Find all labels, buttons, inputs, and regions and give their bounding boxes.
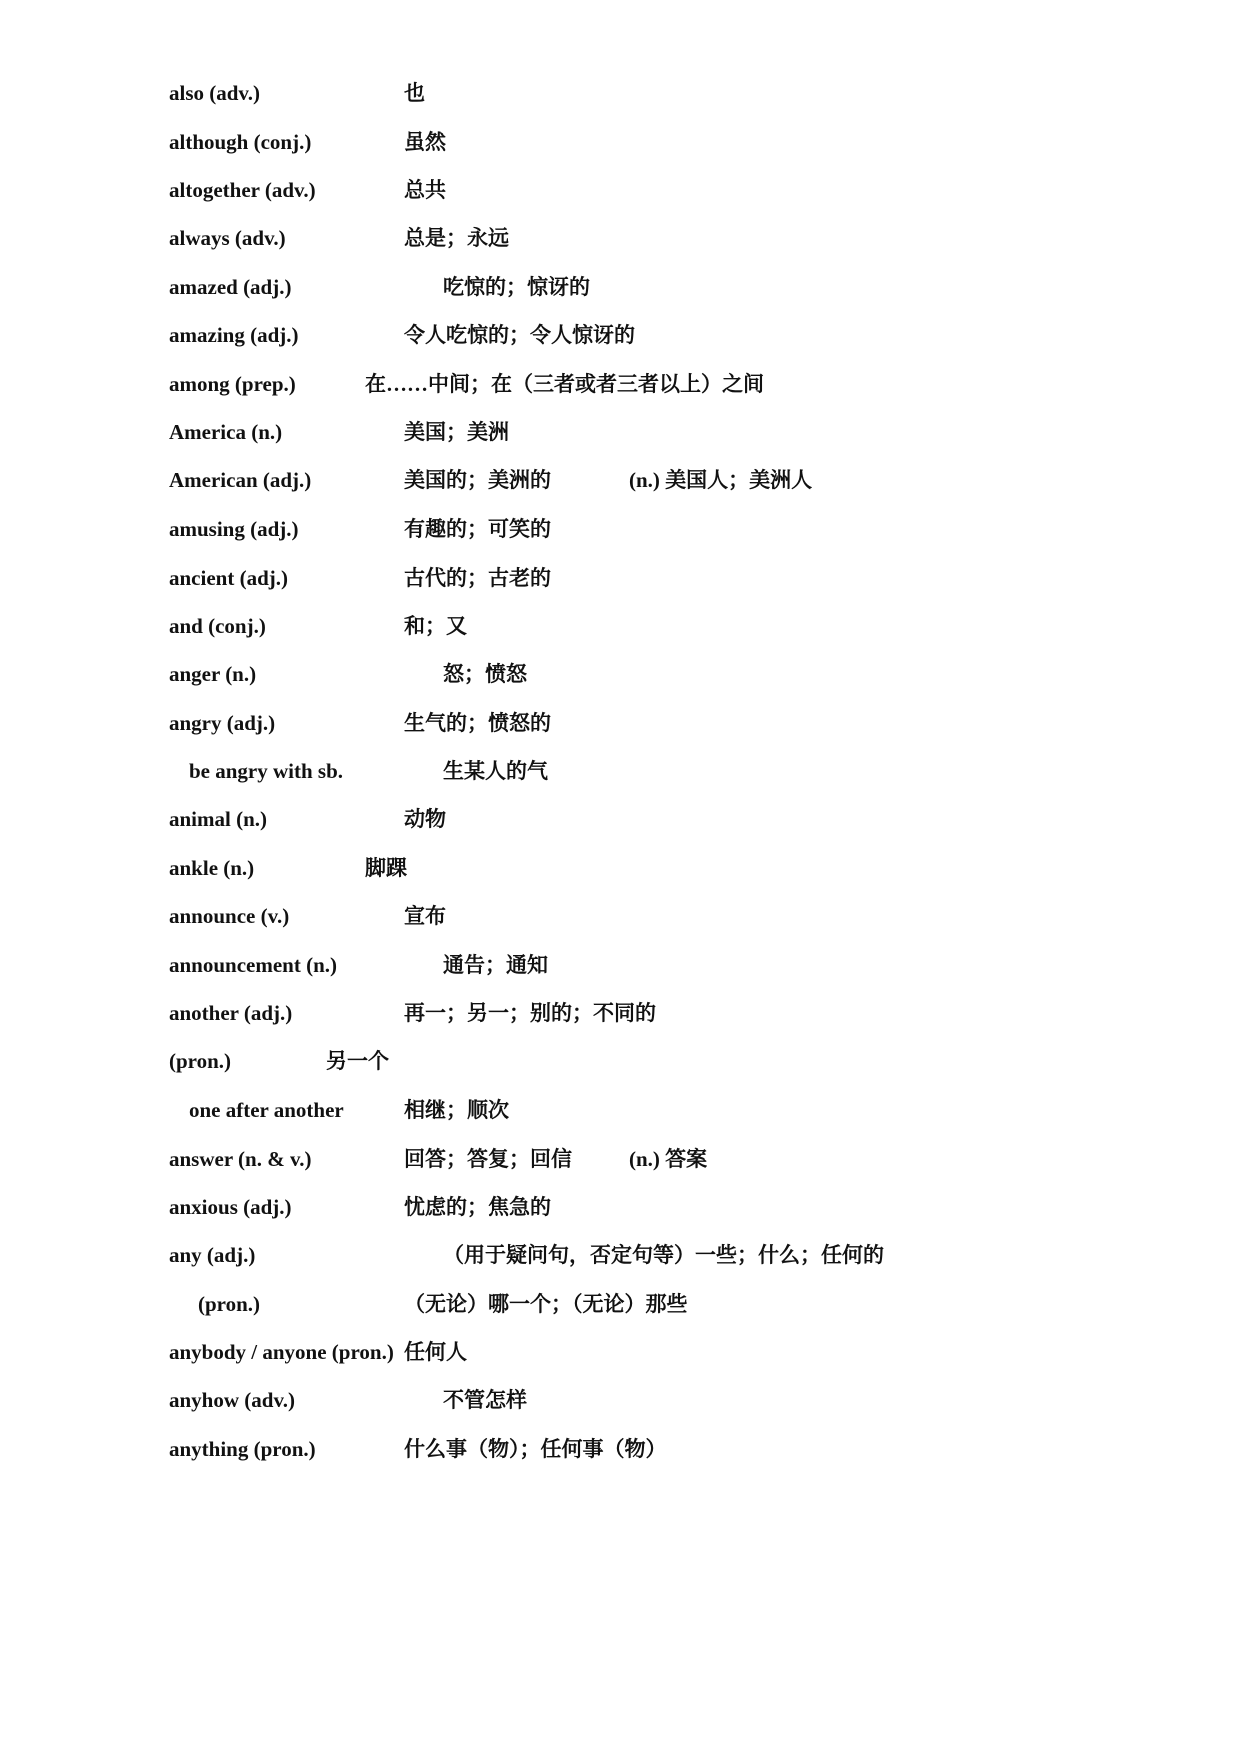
entry-term: amazed (adj.): [169, 275, 292, 299]
entry-definition: 通告；通知: [443, 953, 548, 977]
entry-term: (pron.): [169, 1049, 232, 1073]
entry-term: ankle (n.): [169, 856, 255, 880]
entry-definition: （用于疑问句，否定句等）一些；什么；任何的: [443, 1243, 884, 1267]
entry-term: anything (pron.): [169, 1437, 316, 1461]
entry-definition: 在……中间；在（三者或者三者以上）之间: [365, 372, 764, 396]
entry-alt-definition: (n.) 答案: [629, 1147, 708, 1171]
entry-definition: 脚踝: [365, 856, 407, 880]
entry-alt-definition: (n.) 美国人；美洲人: [629, 468, 813, 492]
entry-term: amusing (adj.): [169, 517, 299, 541]
entry-definition: 相继；顺次: [404, 1098, 509, 1122]
entry-term: and (conj.): [169, 614, 266, 638]
entry-definition: 总共: [404, 178, 446, 202]
entry-term: any (adj.): [169, 1243, 256, 1267]
entry-term: altogether (adv.): [169, 178, 316, 202]
entry-term: anxious (adj.): [169, 1195, 292, 1219]
entry-definition: 生气的；愤怒的: [404, 711, 551, 735]
entry-term: anybody / anyone (pron.): [169, 1340, 394, 1364]
entry-definition: 怒；愤怒: [443, 662, 527, 686]
entry-term: always (adv.): [169, 226, 286, 250]
entry-definition: 不管怎样: [443, 1388, 527, 1412]
entry-term: animal (n.): [169, 807, 268, 831]
entry-definition: 忧虑的；焦急的: [404, 1195, 551, 1219]
entry-definition: 生某人的气: [443, 759, 548, 783]
entry-definition: 美国；美洲: [404, 420, 509, 444]
entry-term: American (adj.): [169, 468, 312, 492]
entry-term: (pron.): [198, 1292, 261, 1316]
entry-term: anyhow (adv.): [169, 1388, 296, 1412]
entry-definition: 另一个: [326, 1049, 389, 1073]
entry-term: announce (v.): [169, 904, 290, 928]
entry-term: anger (n.): [169, 662, 257, 686]
entry-term: also (adv.): [169, 81, 261, 105]
entry-definition: 吃惊的；惊讶的: [443, 275, 590, 299]
entry-definition: 宣布: [404, 904, 446, 928]
entry-term: although (conj.): [169, 130, 312, 154]
entry-definition: 再一；另一；别的；不同的: [404, 1001, 656, 1025]
entry-term: among (prep.): [169, 372, 296, 396]
entry-term: ancient (adj.): [169, 566, 288, 590]
entry-definition: 也: [404, 81, 425, 105]
entry-term: amazing (adj.): [169, 323, 299, 347]
entry-term: announcement (n.): [169, 953, 338, 977]
entry-term: answer (n. & v.): [169, 1147, 312, 1171]
entry-term: one after another: [189, 1098, 344, 1122]
entry-definition: 总是；永远: [404, 226, 509, 250]
entry-definition: 和；又: [404, 614, 467, 638]
entry-definition: 任何人: [404, 1340, 467, 1364]
entry-definition: 动物: [404, 807, 446, 831]
entry-term: angry (adj.): [169, 711, 276, 735]
entry-definition: 古代的；古老的: [404, 566, 551, 590]
entry-term: another (adj.): [169, 1001, 293, 1025]
entry-term: America (n.): [169, 420, 283, 444]
entry-term: be angry with sb.: [189, 759, 344, 783]
entry-definition: （无论）哪一个；（无论）那些: [404, 1292, 688, 1316]
entry-definition: 回答；答复；回信: [404, 1147, 572, 1171]
entry-definition: 有趣的；可笑的: [404, 517, 551, 541]
entry-definition: 虽然: [404, 130, 446, 154]
entry-definition: 美国的；美洲的: [404, 468, 551, 492]
entry-definition: 令人吃惊的；令人惊讶的: [404, 323, 635, 347]
entry-definition: 什么事（物）；任何事（物）: [404, 1437, 667, 1461]
